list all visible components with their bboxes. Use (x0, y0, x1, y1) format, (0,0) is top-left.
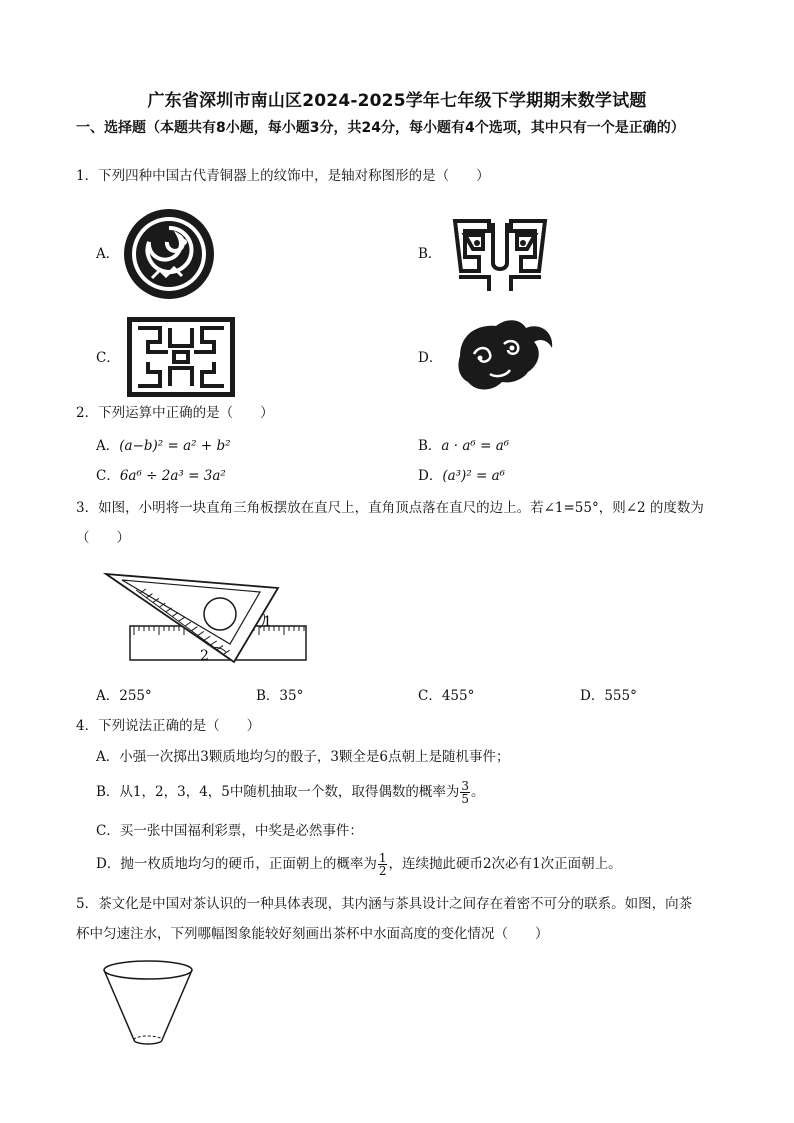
question-5-stem-line1: 5．茶文化是中国对茶认识的一种具体表现，其内涵与茶具设计之间存在着密不可分的联系。如图，向茶 (76, 896, 693, 912)
q3-option-d-label: D． (580, 688, 605, 704)
q3-option-c-label: C． (418, 688, 442, 704)
q4-option-b-end: 。 (471, 784, 485, 800)
fraction-numerator: 3 (461, 779, 470, 793)
q3-option-c (418, 686, 474, 706)
q3-option-a-value: 255° (119, 688, 152, 704)
q2-option-a-label: A． (96, 438, 120, 454)
question-5-stem-line2: 杯中匀速注水，下列哪幅图象能较好刻画出茶杯中水面高度的变化情况（ ） (76, 926, 549, 942)
q4-option-d-fraction (378, 852, 388, 877)
q4-option-d (96, 852, 622, 877)
q3-option-c-value: 455° (441, 688, 475, 704)
q2-option-b (418, 436, 509, 456)
fraction-denominator: 5 (461, 792, 470, 806)
q2-option-d-label: D． (418, 468, 443, 484)
section-heading: 一、选择题（本题共有8小题，每小题3分，共24分，每小题有4个选项，其中只有一个是正确的） (76, 120, 685, 136)
q2-option-c-expr: 6a⁶ ÷ 2a³ = 3a² (119, 468, 226, 484)
q2-option-d (418, 466, 505, 486)
q4-option-c: C．买一张中国福利彩票，中奖是必然事件： (96, 823, 363, 839)
q1-option-b-image (451, 213, 549, 295)
q2-option-b-label: B． (418, 438, 442, 454)
q3-option-b-label: B． (256, 688, 280, 704)
q5-teacup-figure (100, 958, 196, 1048)
q4-option-b (96, 780, 485, 805)
q2-option-a-expr: (a−b)² = a² + b² (119, 438, 231, 454)
fraction-numerator: 1 (378, 851, 387, 865)
q1-option-c-label: C． (96, 350, 120, 366)
q2-option-c-label: C． (96, 468, 120, 484)
q1-option-a-image (122, 206, 216, 302)
q3-option-d-value: 555° (604, 688, 637, 704)
angle-1-label: 1 (263, 614, 272, 630)
q2-option-c (96, 466, 226, 486)
q1-option-a-label: A． (96, 246, 120, 262)
q3-option-b (256, 686, 303, 706)
fraction-denominator: 2 (378, 864, 387, 878)
q3-option-a (96, 686, 152, 706)
q4-option-d-text: D．抛一枚质地均匀的硬币，正面朝上的概率为 (96, 856, 377, 872)
question-3-stem-line1: 3．如图，小明将一块直角三角板摆放在直尺上，直角顶点落在直尺的边上。若∠1=55°，则∠2 的度数为 (76, 500, 704, 516)
q4-option-a: A．小强一次掷出3颗质地均匀的骰子，3颗全是6点朝上是随机事件； (96, 749, 510, 765)
q3-ruler-triangle-figure (100, 568, 312, 666)
q1-option-d-image (450, 318, 556, 396)
page-title: 广东省深圳市南山区2024-2025学年七年级下学期期末数学试题 (147, 91, 647, 111)
q3-option-d (580, 686, 637, 706)
question-1-stem: 1．下列四种中国古代青铜器上的纹饰中，是轴对称图形的是（ ） (76, 168, 490, 184)
q3-option-a-label: A． (96, 688, 120, 704)
hole (204, 598, 236, 630)
question-3-stem-line2: （ ） (76, 530, 130, 546)
q1-option-c-image (126, 316, 236, 398)
q2-option-d-expr: (a³)² = a⁶ (442, 468, 506, 484)
question-4-stem: 4．下列说法正确的是（ ） (76, 718, 261, 734)
q2-option-a (96, 436, 231, 456)
q1-option-d-label: D． (418, 350, 443, 366)
question-2-stem: 2．下列运算中正确的是（ ） (76, 405, 274, 421)
q4-option-d-end: ，连续抛此硬币2次必有1次正面朝上。 (388, 856, 622, 872)
q2-option-b-expr: a · a⁶ = a⁶ (441, 438, 510, 454)
q4-option-b-text: B．从1，2，3，4，5中随机抽取一个数，取得偶数的概率为 (96, 784, 460, 800)
q3-option-b-value: 35° (279, 688, 304, 704)
q1-option-b-label: B． (418, 246, 442, 262)
q4-option-b-fraction (460, 780, 470, 805)
angle-2-label: 2 (200, 648, 209, 664)
